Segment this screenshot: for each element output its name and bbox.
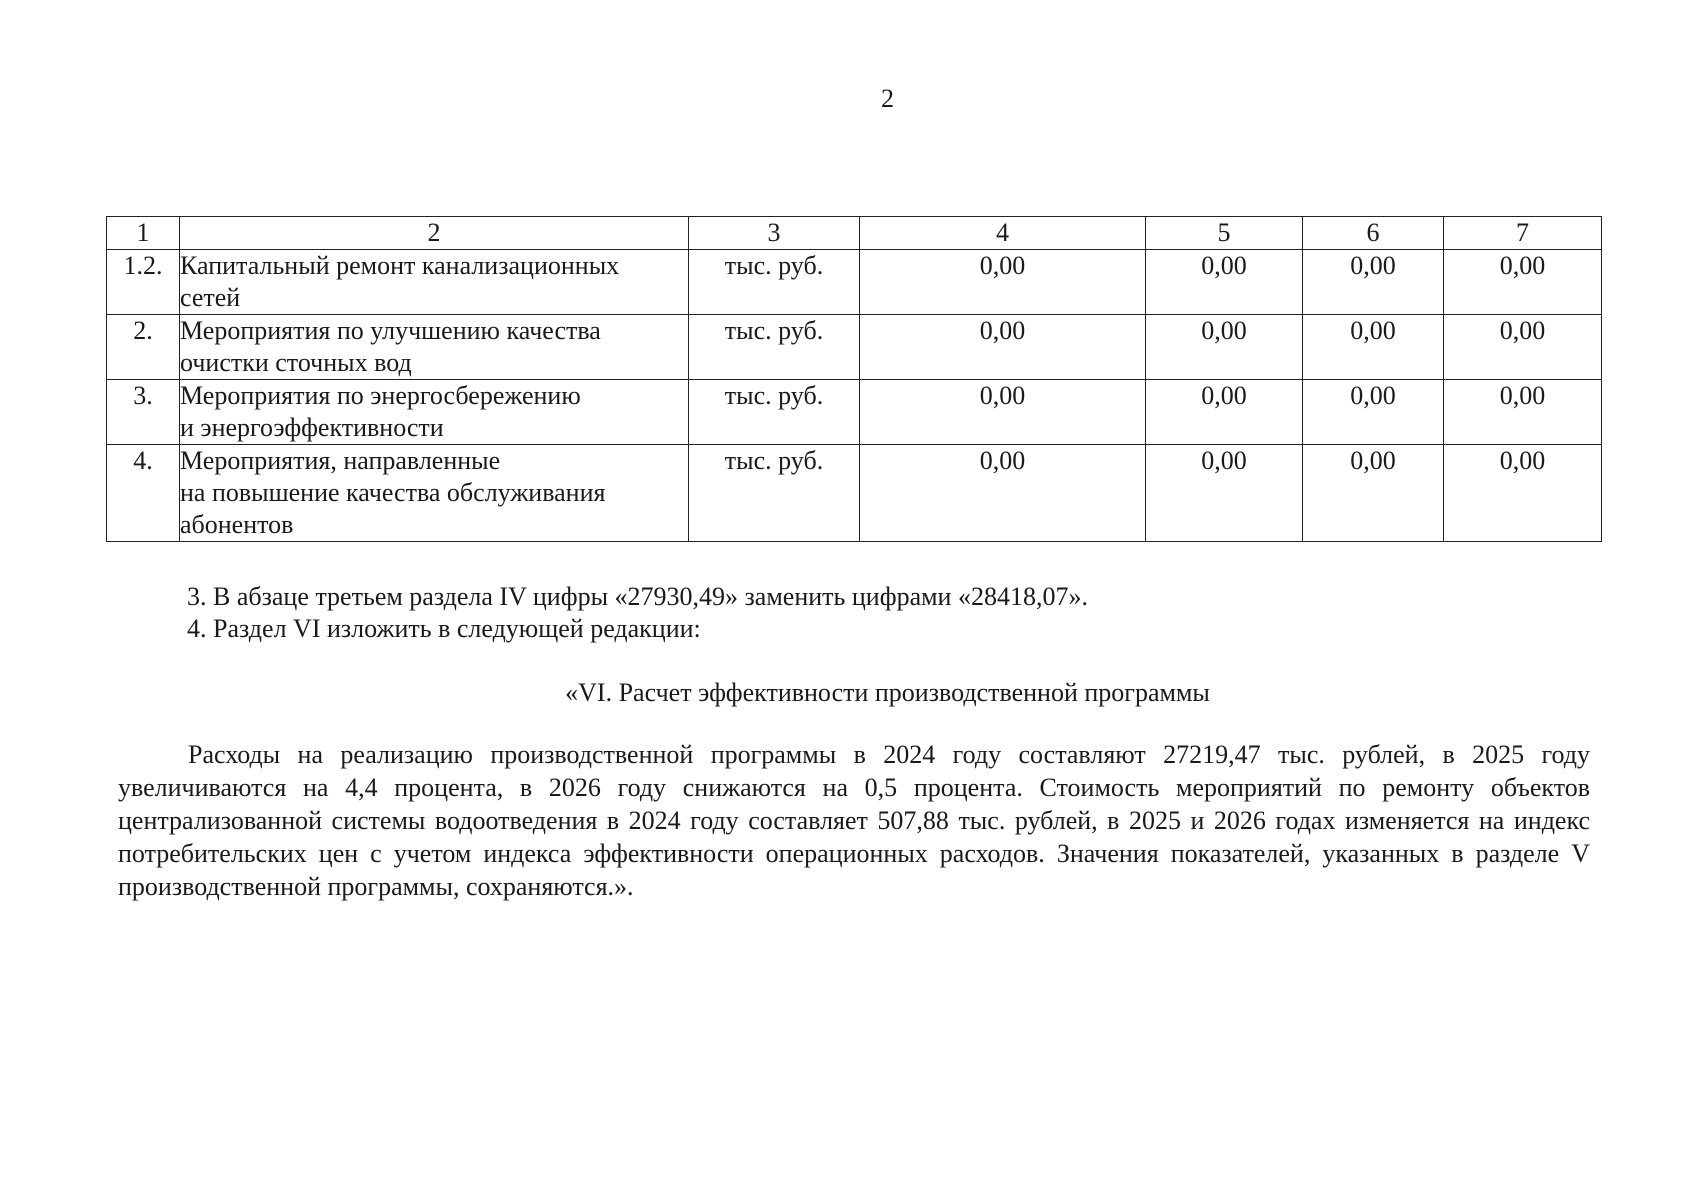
header-cell-2: 2 <box>180 217 689 250</box>
table-row <box>107 315 1602 380</box>
row-value-7: 0,00 <box>1444 250 1602 315</box>
header-cell-7: 7 <box>1444 217 1602 250</box>
row-unit: тыс. руб. <box>689 315 860 380</box>
table-row <box>107 380 1602 445</box>
row-unit: тыс. руб. <box>689 445 860 542</box>
row-value-5: 0,00 <box>1146 380 1303 445</box>
row-value-5: 0,00 <box>1146 315 1303 380</box>
row-value-5: 0,00 <box>1146 250 1303 315</box>
header-cell-6: 6 <box>1303 217 1444 250</box>
row-value-4: 0,00 <box>860 315 1146 380</box>
row-number: 2. <box>107 315 180 380</box>
row-number: 4. <box>107 445 180 542</box>
row-name-line: Мероприятия по энергосбережению <box>180 381 581 410</box>
table-header-row <box>107 217 1602 250</box>
row-unit: тыс. руб. <box>689 380 860 445</box>
body-paragraph: Расходы на реализацию производственной программы в 2024 году составляют 27219,47 тыс. рублей, в 2025 году увеличиваются на 4,4 процента, в 2026 году снижаются на 0,5 процента. Стоимость мероприятий по ремонту объектов централизованной системы водоотведения в 2024 году составляет 507,88 тыс. рублей, в 2025 и 2026 годах изменяется на индекс потребительских цен с учетом индекса эффективности операционных расходов. Значения показателей, указанных в разделе V производственной программы, сохраняются.». <box>118 740 1590 901</box>
row-value-6: 0,00 <box>1303 250 1444 315</box>
header-cell-5: 5 <box>1146 217 1303 250</box>
page-number: 2 <box>881 84 894 113</box>
row-name-line: Капитальный ремонт канализационных <box>180 251 620 280</box>
row-name <box>180 250 689 315</box>
header-cell-3: 3 <box>689 217 860 250</box>
row-number: 1.2. <box>107 250 180 315</box>
row-unit: тыс. руб. <box>689 250 860 315</box>
header-cell-4: 4 <box>860 217 1146 250</box>
row-name-line: сетей <box>180 283 241 312</box>
row-value-7: 0,00 <box>1444 315 1602 380</box>
amendment-item-4: 4. Раздел VI изложить в следующей редакции: <box>187 614 701 643</box>
row-name-line: абонентов <box>180 510 294 539</box>
row-name <box>180 445 689 542</box>
row-name <box>180 315 689 380</box>
table-row <box>107 250 1602 315</box>
row-value-6: 0,00 <box>1303 380 1444 445</box>
row-number: 3. <box>107 380 180 445</box>
row-value-4: 0,00 <box>860 380 1146 445</box>
row-name <box>180 380 689 445</box>
header-cell-1: 1 <box>107 217 180 250</box>
row-value-4: 0,00 <box>860 445 1146 542</box>
row-value-7: 0,00 <box>1444 380 1602 445</box>
row-value-4: 0,00 <box>860 250 1146 315</box>
table-row <box>107 445 1602 542</box>
row-value-5: 0,00 <box>1146 445 1303 542</box>
row-name-line: очистки сточных вод <box>180 348 412 377</box>
row-value-7: 0,00 <box>1444 445 1602 542</box>
data-table <box>106 216 1602 542</box>
row-value-6: 0,00 <box>1303 445 1444 542</box>
row-name-line: Мероприятия, направленные <box>180 446 501 475</box>
row-name-line: на повышение качества обслуживания <box>180 478 606 507</box>
row-name-line: и энергоэффективности <box>180 413 444 442</box>
row-value-6: 0,00 <box>1303 315 1444 380</box>
row-name-line: Мероприятия по улучшению качества <box>180 316 601 345</box>
section-heading: «VI. Расчет эффективности производственной программы <box>565 678 1210 707</box>
amendment-item-3: 3. В абзаце третьем раздела IV цифры «27930,49» заменить цифрами «28418,07». <box>187 582 1088 611</box>
